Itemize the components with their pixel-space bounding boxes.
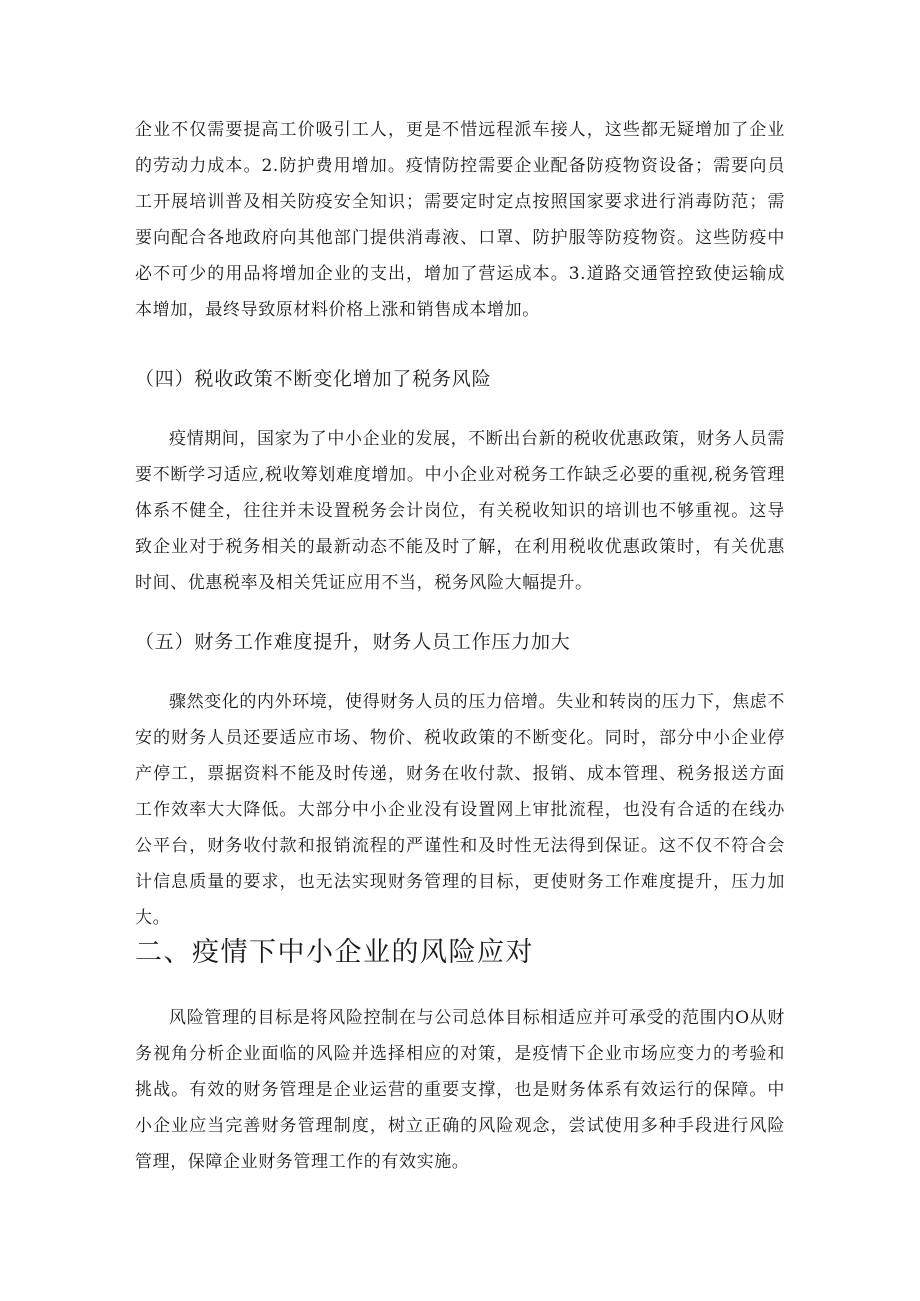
paragraph-risk-management-goal: 风险管理的目标是将风险控制在与公司总体目标相适应并可承受的范围内O从财务视角分析企业面临的风险并选择相应的对策，是疫情下企业市场应变力的考验和挑战。有效的财务管理是企业运营的重要支撑，也是财务体系有效运行的保障。中小企业应当完善财务管理制度，树立正确的风险观念，尝试使用多种手段进行风险管理，保障企业财务管理工作的有效实施。	[135, 1008, 785, 1172]
section-heading-risk-response: 二、疫情下中小企业的风险应对	[135, 937, 534, 968]
subheading-tax-policy-risk: （四）税收政策不断变化增加了税务风险	[135, 368, 492, 390]
subheading-finance-workload: （五）财务工作难度提升，财务人员工作压力加大	[135, 631, 571, 653]
paragraph-finance-pressure: 骤然变化的内外环境，使得财务人员的压力倍增。失业和转岗的压力下，焦虑不安的财务人员还要适应市场、物价、税收政策的不断变化。同时，部分中小企业停产停工，票据资料不能及时传递，财务在收付款、报销、成本管理、税务报送方面工作效率大大降低。大部分中小企业没有设置网上审批流程，也没有合适的在线办公平台，财务收付款和报销流程的严谨性和及时性无法得到保证。这不仅不符合会计信息质量的要求，也无法实现财务管理的目标，更使财务工作难度提升，压力加大。	[135, 692, 785, 928]
paragraph-tax-risk: 疫情期间，国家为了中小企业的发展，不断出台新的税收优惠政策，财务人员需要不断学习适应,税收筹划难度增加。中小企业对税务工作缺乏必要的重视,税务管理体系不健全，往往并未设置税务会计岗位，有关税收知识的培训也不够重视。这导致企业对于税务相关的最新动态不能及时了解，在利用税收优惠政策时，有关优惠时间、优惠税率及相关凭证应用不当，税务风险大幅提升。	[135, 429, 785, 593]
paragraph-labor-and-protection-costs: 企业不仅需要提高工价吸引工人，更是不惜远程派车接人，这些都无疑增加了企业的劳动力成本。2.防护费用增加。疫情防控需要企业配备防疫物资设备；需要向员工开展培训普及相关防疫安全知识；需要定时定点按照国家要求进行消毒防范；需要向配合各地政府向其他部门提供消毒液、口罩、防护服等防疫物资。这些防疫中必不可少的用品将增加企业的支出，增加了营运成本。3.道路交通管控致使运输成本增加，最终导致原材料价格上涨和销售成本增加。	[135, 120, 785, 320]
